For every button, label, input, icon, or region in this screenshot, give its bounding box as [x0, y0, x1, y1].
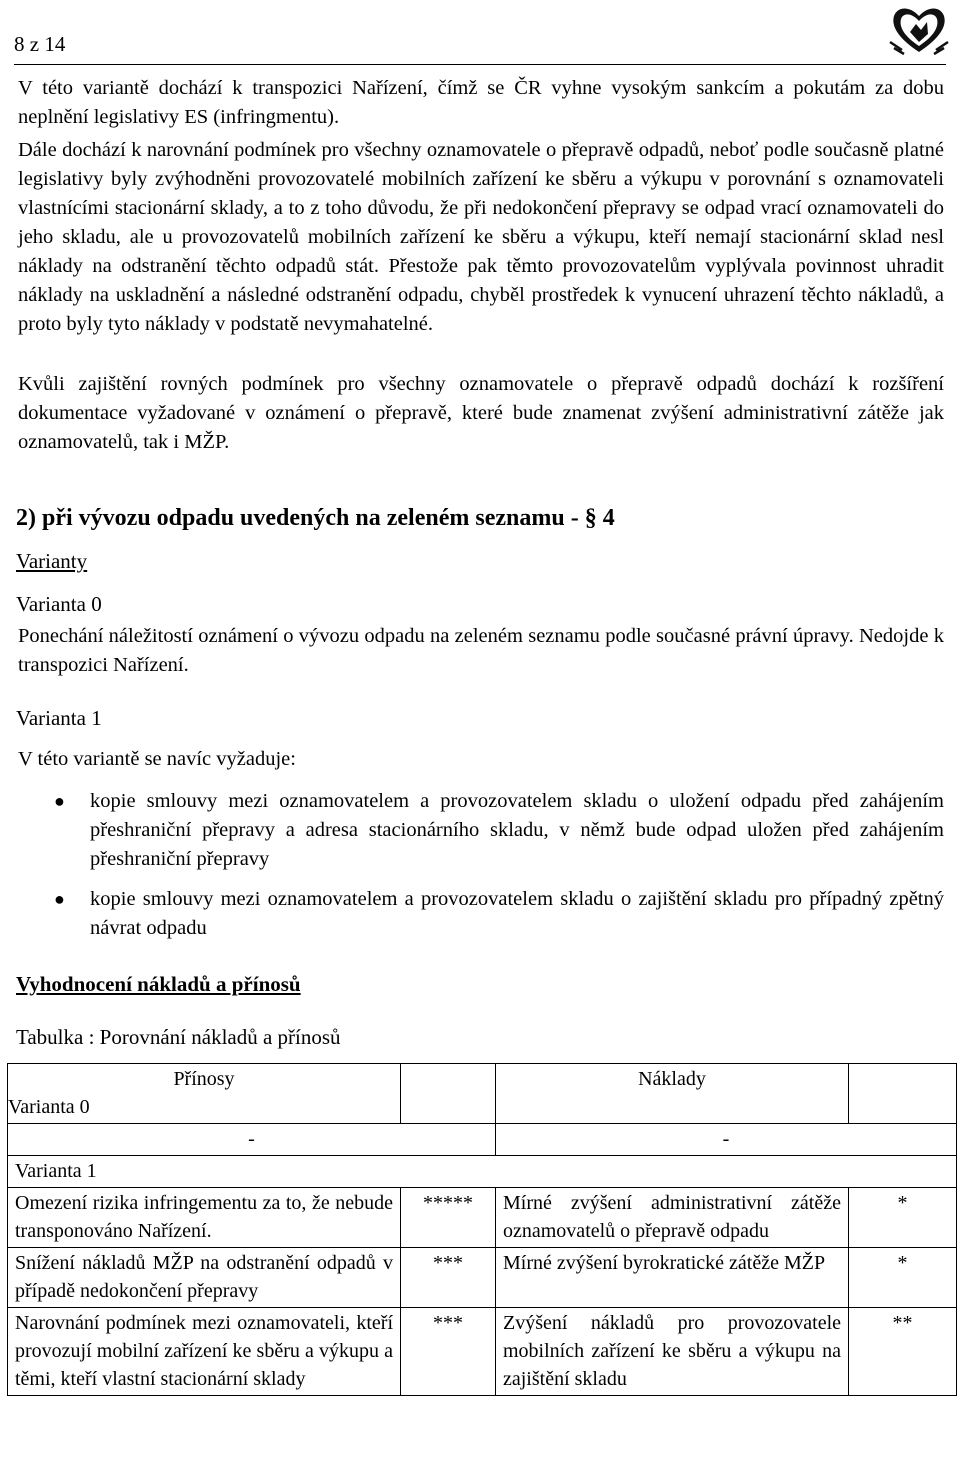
- paragraph-equalization-part2: Přestože pak těmto provozovatelům vyplývala povinnost uhradit náklady na uskladnění a následné odstranění odpadu, chyběl prostředek k vynucení uhrazení těchto nákladů, a proto byly tyto náklady v podstatě nevymahatelné.: [18, 255, 945, 335]
- cost-cell: Zvýšení nákladů pro provozovatele mobilních zařízení ke sběru a výkupu na zajištění skladu: [496, 1308, 849, 1396]
- benefit-cell: Omezení rizika infringementu za to, že nebude transponováno Nařízení.: [8, 1188, 401, 1248]
- cost-rating: **: [849, 1308, 957, 1396]
- benefit-cell: Narovnání podmínek mezi oznamovateli, kteří provozují mobilní zařízení ke sběru a výkupu a těmi, kteří vlastní stacionární sklady: [8, 1308, 401, 1396]
- bullet-item: kopie smlouvy mezi oznamovatelem a provozovatelem skladu o zajištění skladu pro případný zpětný návrat odpadu: [90, 888, 944, 939]
- bullet-icon: ●: [54, 889, 65, 909]
- bullet-item: kopie smlouvy mezi oznamovatelem a provozovatelem skladu o uložení odpadu před zahájením přeshraniční přepravy a adresa stacionárního skladu, v němž bude odpad uložen před zahájením přeshraniční přepravy: [90, 790, 944, 870]
- variant1-title: Varianta 1: [16, 706, 102, 730]
- table-header-row: [8, 1064, 957, 1124]
- cost-rating: *: [849, 1248, 957, 1308]
- header-costs-text: Náklady: [638, 1068, 706, 1090]
- cost-benefit-table: [7, 1063, 957, 1396]
- variant1-intro: V této variantě se navíc vyžaduje:: [18, 748, 296, 770]
- benefit-rating: ***: [401, 1308, 496, 1396]
- cost-cell: Mírné zvýšení byrokratické zátěže MŽP: [496, 1248, 849, 1308]
- variant0-text: Ponechání náležitostí oznámení o vývozu odpadu na zeleném seznamu podle současné právní úpravy. Nedojde k transpozici Nařízení.: [18, 625, 944, 676]
- header-costs: [496, 1064, 849, 1124]
- header-benefits: Přínosy: [173, 1068, 235, 1090]
- table-caption: Tabulka : Porovnání nákladů a přínosů: [16, 1025, 341, 1049]
- cost-rating: *: [849, 1188, 957, 1248]
- paragraph-equalization-part1: Dále dochází k narovnání podmínek pro všechny oznamovatele o přepravě odpadů, neboť podle současně platné legislativy byly zvýhodněni provozovatelé mobilních zařízení ke sběru a výkupu v porovnání s oznamovateli vlastnícími stacionární sklady, a to z toho důvodu, že při nedokončení přepravy se odpad vrací oznamovateli do jeho skladu, ale u provozovatelů mobilních zařízení ke sběru a výkupu, kteří nemají stacionární sklad nesl náklady na odstranění těchto odpadů stát.: [18, 139, 944, 277]
- variant0-cost: -: [496, 1124, 957, 1156]
- page-number: 8 z 14: [14, 32, 66, 56]
- paragraph-equalization: [18, 136, 944, 339]
- variant0-title: Varianta 0: [16, 592, 102, 616]
- bullet-icon: ●: [54, 791, 65, 811]
- benefit-cell: Snížení nákladů MŽP na odstranění odpadů v případě nedokončení přepravy: [8, 1248, 401, 1308]
- paragraph-documentation: Kvůli zajištění rovných podmínek pro všechny oznamovatele o přepravě odpadů dochází k rozšíření dokumentace vyžadované v oznámení o přepravě, které bude znamenat zvýšení administrativní zátěže jak oznamovatelů, tak i MŽP.: [18, 373, 944, 453]
- table-row: [8, 1188, 957, 1248]
- variant0-label: Varianta 0: [8, 1096, 90, 1118]
- header-spacer: [849, 1064, 957, 1124]
- variant1-label: Varianta 1: [8, 1156, 957, 1188]
- table-row: [8, 1308, 957, 1396]
- header-variant0-cell: [8, 1064, 401, 1124]
- evaluation-title: Vyhodnocení nákladů a přínosů: [16, 972, 301, 996]
- paragraph-transposition: V této variantě dochází k transpozici Nařízení, čímž se ČR vyhne vysokým sankcím a pokutám za dobu neplnění legislativy ES (infringmentu).: [18, 77, 944, 128]
- benefit-rating: *****: [401, 1188, 496, 1248]
- table-row: [8, 1248, 957, 1308]
- heart-hands-logo-icon: [888, 2, 950, 58]
- benefit-rating: ***: [401, 1248, 496, 1308]
- table-row: [8, 1156, 957, 1188]
- variants-title: Varianty: [16, 549, 88, 573]
- header-rule: [14, 64, 946, 65]
- table-row: [8, 1124, 957, 1156]
- variant0-benefit: -: [8, 1124, 496, 1156]
- header-spacer: [401, 1064, 496, 1124]
- cost-cell: Mírné zvýšení administrativní zátěže oznamovatelů o přepravě odpadu: [496, 1188, 849, 1248]
- section-heading: 2) při vývozu odpadu uvedených na zeleném seznamu - § 4: [16, 505, 615, 531]
